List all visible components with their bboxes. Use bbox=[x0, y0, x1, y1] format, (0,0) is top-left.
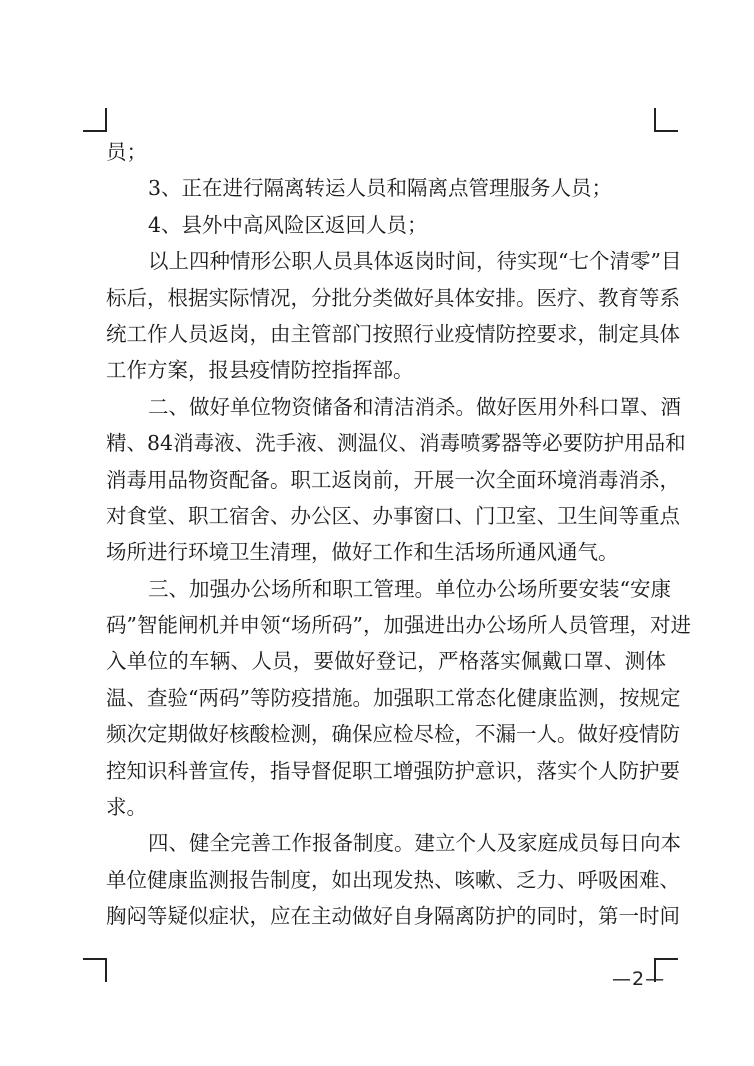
paragraph-line: 工作方案，报县疫情防控指挥部。 bbox=[106, 358, 414, 383]
paragraph-line: 3、正在进行隔离转运人员和隔离点管理服务人员； bbox=[148, 176, 613, 201]
paragraph-line: 统工作人员返岗，由主管部门按照行业疫情防控要求，制定具体 bbox=[106, 321, 680, 346]
paragraph-line: 员； bbox=[106, 140, 147, 164]
paragraph-line: 求。 bbox=[106, 795, 147, 820]
paragraph-line: 单位健康监测报告制度，如出现发热、咳嗽、乏力、呼吸困难、 bbox=[106, 867, 680, 892]
paragraph-line: 温、查验“两码”等防疫措施。加强职工常态化健康监测，按规定 bbox=[106, 685, 681, 710]
paragraph-line: 码”智能闸机并申领“场所码”，加强进出办公场所人员管理，对进 bbox=[106, 613, 691, 638]
page-number: —2— bbox=[612, 968, 666, 990]
paragraph-line: 场所进行环境卫生清理，做好工作和生活场所通风通气。 bbox=[106, 540, 619, 565]
paragraph-line: 以上四种情形公职人员具体返岗时间，待实现“七个清零”目 bbox=[148, 249, 682, 274]
crop-mark-top-right bbox=[654, 108, 678, 132]
paragraph-line: 精、84消毒液、洗手液、测温仪、消毒喷雾器等必要防护用品和 bbox=[106, 431, 686, 456]
paragraph-line: 二、做好单位物资储备和清洁消杀。做好医用外科口罩、酒 bbox=[148, 394, 681, 419]
paragraph-line: 入单位的车辆、人员，要做好登记，严格落实佩戴口罩、测体 bbox=[106, 649, 666, 674]
paragraph-line: 对食堂、职工宿舍、办公区、办事窗口、门卫室、卫生间等重点 bbox=[106, 503, 680, 528]
paragraph-line: 三、加强办公场所和职工管理。单位办公场所要安装“安康 bbox=[148, 576, 671, 601]
document-body bbox=[106, 134, 691, 935]
crop-mark-bottom-left bbox=[83, 958, 107, 982]
crop-mark-top-left bbox=[83, 108, 107, 132]
paragraph-line: 标后，根据实际情况，分批分类做好具体安排。医疗、教育等系 bbox=[106, 285, 680, 310]
paragraph-line: 四、健全完善工作报备制度。建立个人及家庭成员每日向本 bbox=[148, 831, 681, 856]
paragraph-line: 频次定期做好核酸检测，确保应检尽检，不漏一人。做好疫情防 bbox=[106, 722, 680, 747]
paragraph-line: 控知识科普宣传，指导督促职工增强防护意识，落实个人防护要 bbox=[106, 758, 680, 783]
paragraph-line: 消毒用品物资配备。职工返岗前，开展一次全面环境消毒消杀， bbox=[106, 467, 680, 492]
paragraph-line: 4、县外中高风险区返回人员； bbox=[148, 212, 428, 237]
paragraph-line: 胸闷等疑似症状，应在主动做好自身隔离防护的同时，第一时间 bbox=[106, 904, 680, 929]
